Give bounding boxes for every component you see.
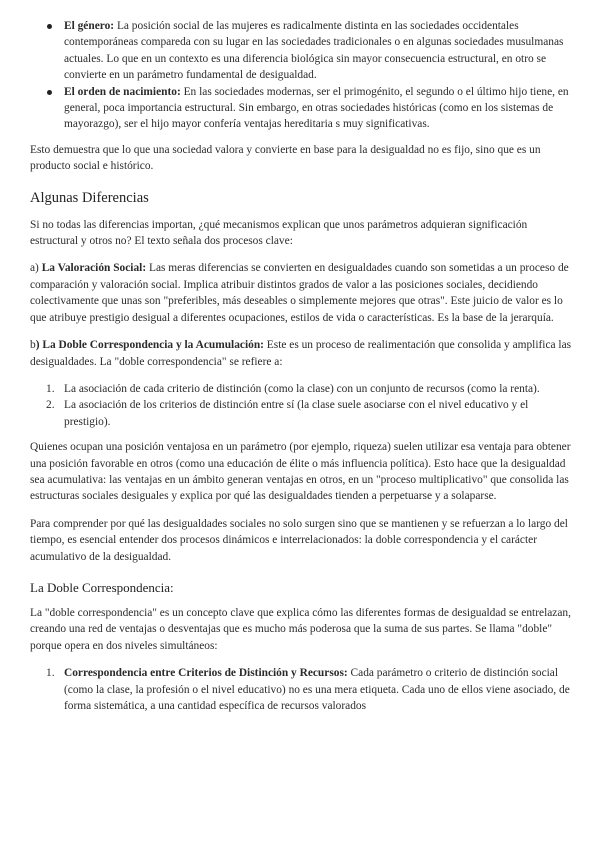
paragraph-conclusion: Esto demuestra que lo que una sociedad valora y convierte en base para la desigualdad no es fijo, sino que es un producto social e histórico. [30,143,541,173]
bullet-text: En las sociedades modernas, ser el primogénito, el segundo o el último hijo tiene, en general, poca importancia estructural. Sin embargo, en otras sociedades históricas (como en los sistemas de mayorazgo), ser el hijo mayor confería ventajas hereditaria s muy significativas. [64,85,569,131]
paragraph-doble-correspondencia [30,337,576,370]
heading-doble-correspondencia: La Doble Correspondencia: [30,579,174,595]
numbered-item [30,381,576,397]
bullet-item-genero [30,18,576,84]
item-term: Correspondencia entre Criterios de Distinción y Recursos: [64,667,348,680]
item-prefix: b [30,339,36,352]
valoracion-term: La Valoración Social: [41,262,147,275]
heading-algunas-diferencias: Algunas Diferencias [30,189,149,206]
numbered-item [30,665,576,714]
document-page [30,18,576,723]
item-number: 1. [46,382,55,395]
bullet-list-examples [30,18,576,133]
bullet-text: La posición social de las mujeres es radicalmente distinta en las sociedades occidentales contemporáneas compareda con su lugar en las sociedades tradicionales o en algunas sociedades musulmanas actuales. Lo que en un contexto es una diferencia biológica sin mayor consecuencia estructural, en otro se convierte en un parámetro fundamental de desigualdad. [64,20,564,82]
doble-text: Este es un proceso de realimentación que consolida y amplifica las desigualdades. La "doble correspondencia" se refiere a: [30,339,572,368]
item-number: 1. [46,667,55,680]
numbered-list-asociaciones [30,381,576,430]
valoracion-text: Las meras diferencias se convierten en desigualdades cuando son sometidas a un proceso de comparación y valoración social. Implica atribuir distintos grados de valor a las posiciones sociales, decidiendo colectivamente que unas son "preferibles, más deseables o simplemente mejores que otras". Este juicio de valor es lo que atribuye prestigio desigual a diferentes ocupaciones, estilos de vida o características. Es la base de la jerarquía. [30,262,569,324]
paragraph-intro: Si no todas las diferencias importan, ¿qué mecanismos explican que unos parámetros adquieran significación estructural y otros no? El texto señala dos procesos clave: [30,218,528,248]
paragraph-doble-definicion: La "doble correspondencia" es un concepto clave que explica cómo las diferentes formas de desigualdad se entrelazan, creando una red de ventajas o desventajas que es mucho más poderosa que la suma de sus partes. Se llama "doble" porque opera en dos niveles simultáneos: [30,606,571,652]
numbered-item [30,397,576,430]
paragraph-comprender: Para comprender por qué las desigualdades sociales no solo surgen sino que se mantienen y se refuerzan a lo largo del tiempo, es esencial entender dos procesos dinámicos e interrelacionados: la doble correspondencia y el carácter acumulativo de la desigualdad. [30,517,568,563]
item-number: 2. [46,399,55,412]
item-text: Cada parámetro o criterio de distinción social (como la clase, la profesión o el nivel educativo) no es una mera etiqueta. Cada uno de ellos viene asociado, de forma sistemática, a una cantidad específica de recursos valorados [64,667,570,712]
bullet-term: El género: [64,20,115,32]
bullet-item-orden-nacimiento [30,84,576,133]
doble-term: ) La Doble Correspondencia y la Acumulación: [35,339,264,352]
item-prefix: a) [30,262,42,275]
paragraph-valoracion-social [30,260,576,326]
item-text: La asociación de los criterios de distinción entre sí (la clase suele asociarse con el nivel educativo y el prestigio). [64,399,529,428]
bullet-term: El orden de nacimiento: [64,85,181,98]
numbered-list-niveles [30,665,576,714]
paragraph-ventaja-acumulativa: Quienes ocupan una posición ventajosa en un parámetro (por ejemplo, riqueza) suelen utilizar esa ventaja para obtener una posición favorable en otros (como una educación de élite o más influencia política). Esto hace que la desigualdad sea acumulativa: las ventajas en un ámbito generan ventajas en otros, en un "proceso multiplicativo" que consolida las estructuras sociales desiguales y explica por qué las desigualdades tienden a perpetuarse y a solaparse. [30,441,571,503]
item-text: La asociación de cada criterio de distinción (como la clase) con un conjunto de recursos (como la renta). [64,382,540,395]
